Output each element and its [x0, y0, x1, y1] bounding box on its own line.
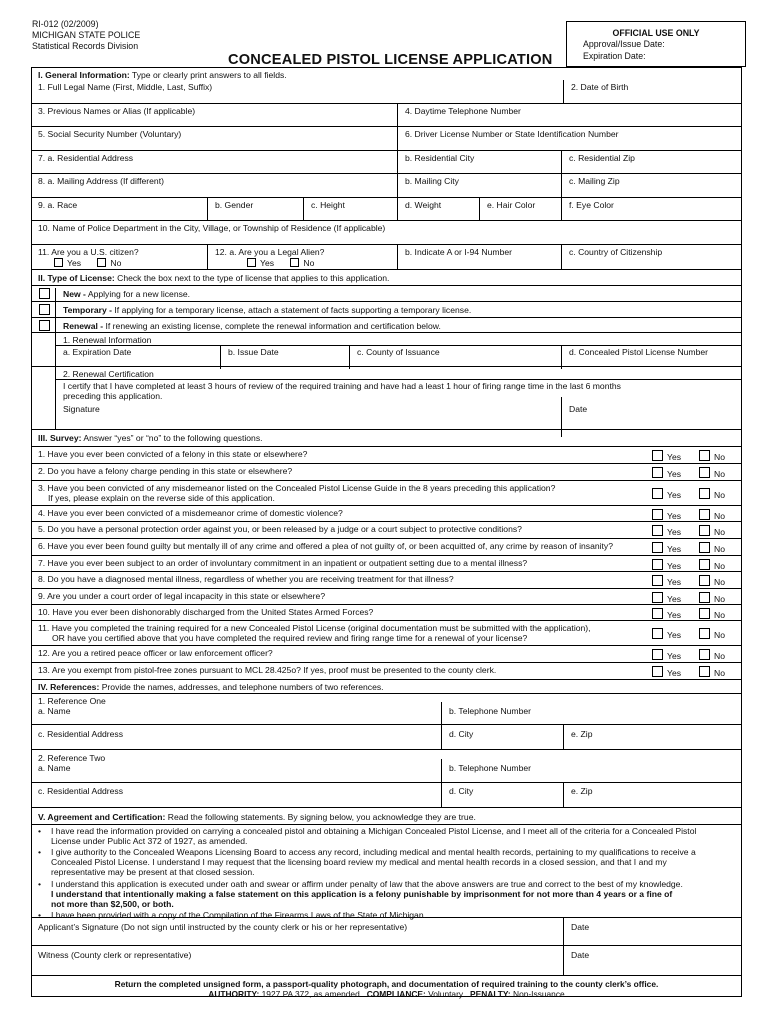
survey-question-text: 4. Have you ever been convicted of a misdemeanor crime of domestic violence? [38, 508, 343, 518]
witness-date-field[interactable]: Date [563, 946, 742, 975]
survey-yes-checkbox[interactable] [652, 467, 663, 478]
hair-color-field[interactable]: e. Hair Color [479, 198, 561, 220]
applicant-signature-row [31, 918, 742, 946]
survey-no-checkbox[interactable] [699, 608, 710, 619]
survey-answer-group [652, 628, 725, 640]
license-type-note: Check the box next to the type of license that applies to this application. [117, 273, 390, 283]
survey-no-checkbox[interactable] [699, 488, 710, 499]
survey-question-text: 6. Have you ever been found guilty but mentally ill of any crime and offered a plea of not guilty of, or been acquitted of, any crime by reason of insanity? [38, 541, 614, 551]
i94-number-field[interactable]: b. Indicate A or I-94 Number [397, 245, 561, 269]
survey-yes-checkbox[interactable] [652, 542, 663, 553]
citizen-yes-checkbox[interactable] [54, 258, 63, 267]
survey-answer-group [652, 509, 725, 521]
footer-instructions: Return the completed unsigned form, a passport-quality photograph, and documentation of required training to the county clerk’s office. [114, 979, 659, 989]
no-label: No [714, 610, 726, 620]
row-ssn [31, 127, 742, 151]
survey-question-row [31, 605, 742, 621]
ref1-zip-field[interactable]: e. Zip [563, 725, 742, 749]
license-type-heading: II. Type of License: [38, 273, 115, 283]
yes-label: Yes [667, 668, 682, 678]
yes-label: Yes [667, 490, 682, 500]
survey-question-text: 1. Have you ever been convicted of a felony in this state or elsewhere? [38, 449, 308, 459]
survey-question-row [31, 506, 742, 522]
survey-yes-checkbox[interactable] [652, 628, 663, 639]
survey-question-row [31, 522, 742, 539]
height-field[interactable]: c. Height [303, 198, 397, 220]
agreement-heading: V. Agreement and Certification: [38, 812, 166, 822]
row-citizenship [31, 245, 742, 270]
survey-yes-checkbox[interactable] [652, 488, 663, 499]
expiration-date-field[interactable]: a. Expiration Date [63, 347, 132, 357]
survey-question-row [31, 539, 742, 556]
no-label: No [714, 594, 726, 604]
no-label: No [714, 527, 726, 537]
alien-yes-checkbox[interactable] [247, 258, 256, 267]
eye-color-field[interactable]: f. Eye Color [561, 198, 742, 220]
survey-answer-group [652, 542, 725, 554]
no-label: No [714, 651, 726, 661]
witness-row [31, 946, 742, 976]
official-use-title: OFFICIAL USE ONLY [612, 28, 700, 38]
references-heading-row [31, 680, 742, 694]
county-of-issuance-field[interactable]: c. County of Issuance [349, 345, 440, 369]
yes-label: Yes [667, 610, 682, 620]
ref2-zip-field[interactable]: e. Zip [563, 783, 742, 807]
weight-field[interactable]: d. Weight [397, 198, 479, 220]
survey-no-checkbox[interactable] [699, 509, 710, 520]
survey-no-checkbox[interactable] [699, 525, 710, 536]
survey-answer-group [652, 608, 725, 620]
survey-yes-checkbox[interactable] [652, 450, 663, 461]
mailing-city-field[interactable]: b. Mailing City [397, 174, 561, 197]
yes-label: Yes [667, 469, 682, 479]
applicant-signature-field[interactable]: Applicant’s Signature (Do not sign until instructed by the county clerk or his or her representative) [38, 922, 408, 932]
agency-name: MICHIGAN STATE POLICE [32, 30, 141, 40]
general-info-heading: I. General Information: [38, 70, 130, 80]
license-temp-row [31, 302, 742, 318]
agreement-statement-4: I have been provided with a copy of the Compilation of the Firearms Laws of the State of Michigan. [51, 910, 426, 920]
survey-question-row [31, 589, 742, 605]
survey-question-row [31, 556, 742, 572]
race-field[interactable]: 9. a. Race [38, 200, 78, 210]
full-name-field[interactable]: 1. Full Legal Name (First, Middle, Last, Suffix) [38, 82, 213, 92]
survey-answer-group [652, 592, 725, 604]
residential-address-field[interactable]: 7. a. Residential Address [38, 153, 134, 163]
survey-question-text: 8. Do you have a diagnosed mental illness, regardless of whether you are receiving treatment for that illness? [38, 574, 454, 584]
mailing-address-field[interactable]: 8. a. Mailing Address (If different) [38, 176, 164, 186]
no-label: No [714, 490, 726, 500]
ref1-city-field[interactable]: d. City [441, 725, 563, 749]
renewal-signature-field[interactable]: Signature [63, 404, 100, 414]
survey-question-row [31, 621, 742, 646]
citizen-no-checkbox[interactable] [97, 258, 106, 267]
survey-no-checkbox[interactable] [699, 559, 710, 570]
license-new-row [31, 286, 742, 302]
survey-question-text: 9. Are you under a court order of legal incapacity in this state or elsewhere? [38, 591, 326, 601]
yes-label: Yes [667, 511, 682, 521]
yes-label: Yes [667, 452, 682, 462]
references-note: Provide the names, addresses, and telephone numbers of two references. [101, 682, 384, 692]
ref2-address-field[interactable]: c. Residential Address [38, 786, 124, 796]
renewal-cert-row [31, 367, 742, 430]
survey-question-text: 12. Are you a retired peace officer or law enforcement officer? [38, 648, 273, 658]
survey-no-checkbox[interactable] [699, 592, 710, 603]
ref1-name-row [31, 694, 742, 725]
ref1-name-field[interactable]: a. Name [38, 706, 71, 716]
survey-question-text: 3. Have you been convicted of any misdemeanor listed on the Concealed Pistol License Guide in the 8 years preceding this application? If yes, please explain on the reverse side of this application. [38, 483, 556, 503]
ref2-address-row [31, 783, 742, 808]
ref1-address-row [31, 725, 742, 750]
mailing-zip-field[interactable]: c. Mailing Zip [561, 174, 742, 197]
survey-no-checkbox[interactable] [699, 542, 710, 553]
no-label: No [714, 668, 726, 678]
survey-yes-checkbox[interactable] [652, 666, 663, 677]
no-label: No [714, 452, 726, 462]
survey-question-row [31, 464, 742, 481]
renewal-license-checkbox[interactable] [39, 320, 50, 331]
ref1-label: 1. Reference One [38, 696, 106, 706]
temporary-desc: If applying for a temporary license, attach a statement of facts supporting a temporary license. [114, 305, 472, 315]
survey-yes-checkbox[interactable] [652, 649, 663, 660]
survey-answer-group [652, 525, 725, 537]
new-desc: Applying for a new license. [87, 289, 191, 299]
no-label: No [714, 511, 726, 521]
row-residential [31, 151, 742, 174]
bullet-dot: • [38, 826, 42, 836]
form-id: RI-012 (02/2009) [32, 19, 99, 29]
renewal-info-row [31, 333, 742, 367]
no-label: No [714, 630, 726, 640]
survey-answer-group [652, 450, 725, 462]
bullet-dot: • [38, 910, 42, 920]
agreement-statement-1: I have read the information provided on carrying a concealed pistol and obtaining a Michigan Concealed Pistol License, and I meet all of the criteria for a Concealed Pistol License under Public Act 372 of 1927, as amended. [51, 826, 697, 847]
survey-answer-group [652, 575, 725, 587]
survey-question-row [31, 646, 742, 663]
yes-label: Yes [667, 561, 682, 571]
ssn-field[interactable]: 5. Social Security Number (Voluntary) [38, 129, 182, 139]
survey-question-text: 2. Do you have a felony charge pending in this state or elsewhere? [38, 466, 293, 476]
residential-zip-field[interactable]: c. Residential Zip [561, 151, 742, 173]
survey-yes-checkbox[interactable] [652, 509, 663, 520]
survey-question-row [31, 481, 742, 506]
country-of-citizenship-field[interactable]: c. Country of Citizenship [561, 245, 742, 269]
new-label: New - [63, 289, 86, 299]
ref2-phone-field[interactable]: b. Telephone Number [441, 759, 531, 787]
license-type-heading-row [31, 270, 742, 286]
form-title: CONCEALED PISTOL LICENSE APPLICATION [228, 52, 553, 68]
temporary-label: Temporary - [63, 305, 113, 315]
survey-no-checkbox[interactable] [699, 467, 710, 478]
survey-yes-checkbox[interactable] [652, 559, 663, 570]
approval-issue-date-label: Approval/Issue Date: [583, 39, 665, 49]
yes-label: Yes [667, 594, 682, 604]
driver-license-field[interactable]: 6. Driver License Number or State Identification Number [397, 127, 742, 150]
applicant-date-field[interactable]: Date [563, 918, 742, 945]
agreement-section [31, 808, 742, 918]
no-label: No [714, 544, 726, 554]
official-use-box [566, 21, 746, 67]
survey-question-text: 7. Have you ever been subject to an order of involuntary commitment in an inpatient or outpatient setting due to a mental illness? [38, 558, 528, 568]
row-prev-names [31, 104, 742, 127]
gender-field[interactable]: b. Gender [207, 198, 303, 220]
row-police-dept [31, 221, 742, 245]
footer-authority: AUTHORITY: 1927 PA 372, as amended COMPLIANCE: Voluntary PENALTY: Non-Issuance [208, 989, 565, 999]
references-heading: IV. References: [38, 682, 100, 692]
yes-label: Yes [667, 544, 682, 554]
temporary-license-checkbox[interactable] [39, 304, 50, 315]
survey-no-checkbox[interactable] [699, 575, 710, 586]
police-department-field[interactable]: 10. Name of Police Department in the City, Village, or Township of Residence (If applicable) [38, 223, 386, 233]
cpl-number-field[interactable]: d. Concealed Pistol License Number [561, 345, 708, 369]
survey-question-row [31, 663, 742, 680]
dob-field[interactable]: 2. Date of Birth [563, 80, 742, 103]
legal-alien-question: 12. a. Are you a Legal Alien? Yes No [207, 245, 397, 269]
agreement-statement-2: I give authority to the Concealed Weapons Licensing Board to access any record, including medical and mental health records, pertaining to my qualifications to receive a Concealed Pistol License. I understand I may request that the licensing board review my medical and mental health records in a closed session, and that I and my representative may be present at that closed session. [51, 847, 696, 878]
previous-names-field[interactable]: 3. Previous Names or Alias (If applicable) [38, 106, 196, 116]
survey-answer-group [652, 649, 725, 661]
daytime-phone-field[interactable]: 4. Daytime Telephone Number [397, 104, 742, 126]
witness-signature-field[interactable]: Witness (County clerk or representative) [38, 950, 192, 960]
survey-yes-checkbox[interactable] [652, 592, 663, 603]
survey-heading-row [31, 430, 742, 447]
yes-label: Yes [667, 527, 682, 537]
survey-no-checkbox[interactable] [699, 450, 710, 461]
row-physical [31, 198, 742, 221]
yes-label: Yes [667, 651, 682, 661]
bullet-dot: • [38, 847, 42, 857]
survey-answer-group [652, 666, 725, 678]
general-info-note: Type or clearly print answers to all fields. [131, 70, 287, 80]
row-name [31, 80, 742, 104]
survey-yes-checkbox[interactable] [652, 525, 663, 536]
renewal-info-label: 1. Renewal Information [63, 335, 152, 345]
no-label: No [714, 561, 726, 571]
alien-no-checkbox[interactable] [290, 258, 299, 267]
survey-no-checkbox[interactable] [699, 666, 710, 677]
ref2-label: 2. Reference Two [38, 753, 106, 763]
bullet-dot: • [38, 879, 42, 889]
license-renew-row [31, 318, 742, 333]
survey-answer-group [652, 559, 725, 571]
new-license-checkbox[interactable] [39, 288, 50, 299]
survey-no-checkbox[interactable] [699, 628, 710, 639]
survey-question-row [31, 447, 742, 464]
survey-question-text: 5. Do you have a personal protection order against you, or been released by a judge or a court subject to protective conditions? [38, 524, 522, 534]
agreement-statement-3: I understand this application is executed under oath and swear or affirm under penalty of law that the above answers are true and correct to the best of my knowledge. I understand that intentionally making a false statement on this application is a felony punishable by imprisonment for not more than 4 years or a fine of not more than $2,500, or both. [51, 879, 683, 910]
expiration-date-label: Expiration Date: [583, 51, 646, 61]
survey-question-text: 10. Have you ever been dishonorably discharged from the United States Armed Forces? [38, 607, 374, 617]
survey-question-row [31, 572, 742, 589]
renewal-cert-label: 2. Renewal Certification [63, 369, 154, 379]
ref1-address-field[interactable]: c. Residential Address [38, 729, 124, 739]
ref2-name-row [31, 750, 742, 783]
yes-label: Yes [667, 577, 682, 587]
survey-no-checkbox[interactable] [699, 649, 710, 660]
agreement-note: Read the following statements. By signing below, you acknowledge they are true. [167, 812, 476, 822]
survey-yes-checkbox[interactable] [652, 608, 663, 619]
survey-question-text: 11. Have you completed the training required for a new Concealed Pistol License (original documentation must be submitted with the application), OR have you certified above that you have completed the required review and firing range time for a renewal of your license? [38, 623, 591, 643]
survey-yes-checkbox[interactable] [652, 575, 663, 586]
survey-answer-group [652, 488, 725, 500]
survey-answer-group [652, 467, 725, 479]
form-header [32, 19, 140, 52]
issue-date-field[interactable]: b. Issue Date [220, 345, 279, 369]
renewal-label: Renewal - [63, 321, 104, 331]
renewal-date-field[interactable]: Date [561, 397, 587, 437]
renewal-desc: If renewing an existing license, complete the renewal information and certification below. [105, 321, 441, 331]
division-name: Statistical Records Division [32, 41, 139, 51]
yes-label: Yes [667, 630, 682, 640]
survey-heading: III. Survey: [38, 433, 82, 443]
residential-city-field[interactable]: b. Residential City [397, 151, 561, 173]
ref2-city-field[interactable]: d. City [441, 783, 563, 807]
no-label: No [714, 577, 726, 587]
survey-question-text: 13. Are you exempt from pistol-free zones pursuant to MCL 28.425o? If yes, proof must be presented to the county clerk. [38, 665, 497, 675]
ref1-phone-field[interactable]: b. Telephone Number [441, 702, 531, 729]
renewal-cert-text: I certify that I have completed at least 3 hours of review of the required training and have had a least 1 hour of firing range time in the last 6 months preceding this application. [63, 381, 621, 401]
no-label: No [714, 469, 726, 479]
row-mailing [31, 174, 742, 198]
survey-note: Answer “yes” or “no” to the following questions. [83, 433, 263, 443]
us-citizen-question: 11. Are you a U.S. citizen? Yes No [38, 247, 139, 268]
ref2-name-field[interactable]: a. Name [38, 763, 71, 773]
